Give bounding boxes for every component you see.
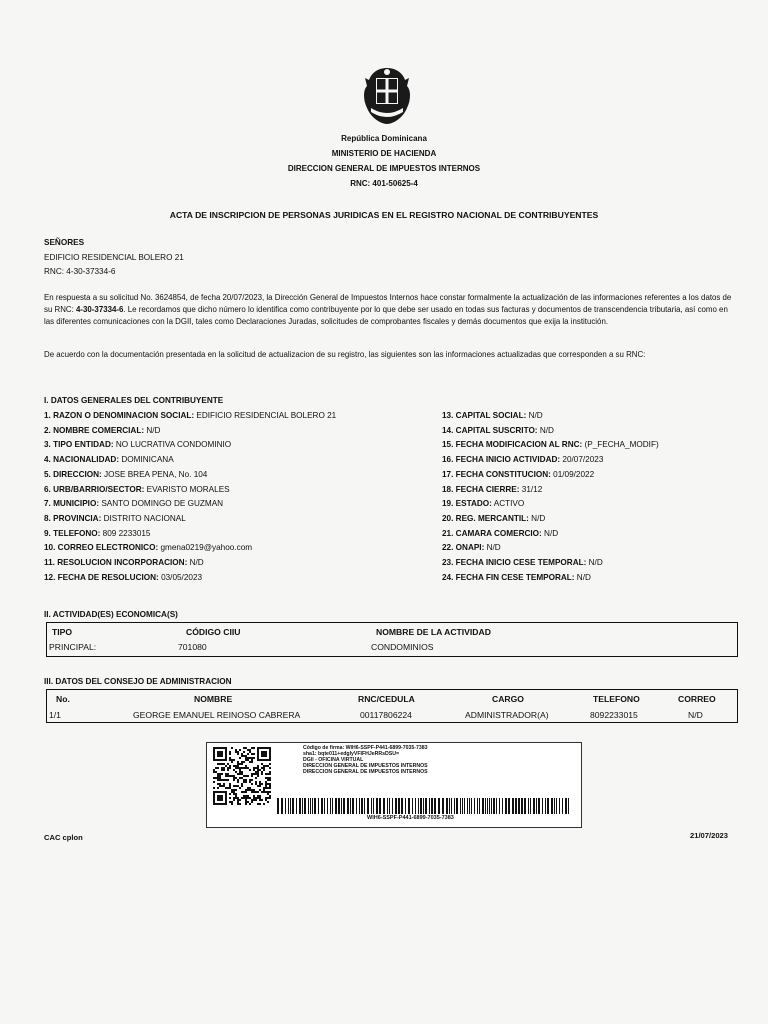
field-label: 16. FECHA INICIO ACTIVIDAD:: [442, 455, 561, 465]
field-value: 20/07/2023: [560, 455, 604, 465]
ministry-name: MINISTERIO DE HACIENDA: [331, 149, 437, 158]
left-field-3: [44, 440, 231, 449]
board-header-correo: CORREO: [678, 694, 716, 704]
activities-header-ciiu: CÓDIGO CIIU: [186, 627, 241, 637]
field-value: N/D: [484, 543, 501, 553]
section2-title: II. ACTIVIDAD(ES) ECONOMICA(S): [44, 610, 178, 619]
field-value: 03/05/2023: [158, 572, 203, 582]
field-label: 11. RESOLUCION INCORPORACION:: [44, 558, 188, 567]
board-header-no: No.: [56, 694, 70, 704]
field-value: JOSE BREA PENA, No. 104: [101, 469, 208, 479]
left-field-10: [44, 543, 252, 552]
field-label: 5. DIRECCION:: [44, 469, 102, 479]
activities-header-name: NOMBRE DE LA ACTIVIDAD: [376, 627, 491, 637]
left-field-9: [44, 529, 151, 538]
right-field-4: [442, 455, 603, 464]
document-title: ACTA DE INSCRIPCION DE PERSONAS JURIDICAS EN EL REGISTRO NACIONAL DE CONTRIBUYENTES: [169, 210, 599, 220]
field-value: EDIFICIO RESIDENCIAL BOLERO 21: [194, 411, 337, 420]
board-member-rnc: 00117806224: [360, 710, 412, 720]
right-field-12: [442, 573, 591, 582]
field-label: 10. CORREO ELECTRONICO:: [44, 543, 159, 553]
field-value: 01/09/2022: [550, 469, 595, 479]
left-field-8: [44, 514, 186, 523]
right-field-9: [442, 529, 558, 538]
field-value: NO LUCRATIVA CONDOMINIO: [113, 440, 232, 450]
update-paragraph: De acuerdo con la documentación presentada en la solicitud de actualizacion de su registro, las siguientes son las informaciones actualizadas que corresponden a su RNC:: [44, 350, 646, 359]
board-header-name: NOMBRE: [194, 694, 233, 704]
left-field-1: [44, 411, 336, 420]
field-value: gmena0219@yahoo.com: [158, 543, 253, 553]
agency-rnc: RNC: 401-50625-4: [350, 179, 418, 188]
barcode: [275, 797, 573, 815]
recipient-greeting: SEÑORES: [44, 238, 85, 247]
signature-agency-1: DIRECCION GENERAL DE IMPUESTOS INTERNOS: [303, 763, 428, 769]
signature-hash: sha1: bqte011+edglyVFIFHJeRRsDSU=: [303, 751, 400, 757]
field-value: N/D: [541, 528, 559, 538]
board-member-telefono: 8092233015: [590, 710, 638, 720]
section3-title: III. DATOS DEL CONSEJO DE ADMINISTRACION: [44, 677, 232, 686]
field-value: N/D: [144, 425, 161, 435]
left-field-5: [44, 470, 207, 479]
right-field-11: [442, 558, 603, 567]
field-value: (P_FECHA_MODIF): [582, 440, 659, 450]
left-field-7: [44, 499, 223, 508]
signature-details: [303, 745, 428, 775]
field-label: 7. MUNICIPIO:: [44, 499, 100, 509]
footer-office: CAC cplon: [44, 833, 83, 842]
field-value: SANTO DOMINGO DE GUZMAN: [99, 499, 224, 509]
field-value: N/D: [526, 411, 543, 420]
board-member-name: GEORGE EMANUEL REINOSO CABRERA: [133, 710, 301, 720]
right-field-1: [442, 411, 543, 420]
field-label: 20. REG. MERCANTIL:: [442, 513, 529, 523]
footer-date: 21/07/2023: [690, 831, 729, 840]
intro-paragraph: En respuesta a su solicitud No. 3624854, de fecha 20/07/2023, la Dirección General de Impuestos Internos hace constar formalmente la actualización de las informaciones referentes a los datos de su RNC: 4-30-37334-6. Le recordamos que dicho número lo identifica como contribuyente por lo que debe ser usado en todas sus facturas y documentos de transcendencia tributaria, así como en las diferentes comunicaciones con la DGII, tales como Declaraciones Juradas, solicitudes de comprobantes fiscales y demás documentos que exija la institución.: [44, 293, 732, 327]
field-label: 14. CAPITAL SUSCRITO:: [442, 425, 538, 435]
field-label: 18. FECHA CIERRE:: [442, 484, 520, 494]
field-value: DISTRITO NACIONAL: [101, 513, 186, 523]
field-label: 12. FECHA DE RESOLUCION:: [44, 572, 159, 582]
board-member-no: 1/1: [49, 710, 61, 720]
left-field-2: [44, 426, 160, 435]
digital-signature-box: [206, 742, 582, 828]
field-label: 4. NACIONALIDAD:: [44, 455, 120, 465]
country-name: República Dominicana: [341, 134, 427, 143]
signature-office: DGII - OFICINA VIRTUAL: [303, 757, 364, 763]
field-label: 24. FECHA FIN CESE TEMPORAL:: [442, 572, 575, 582]
right-field-5: [442, 470, 594, 479]
recipient-name: EDIFICIO RESIDENCIAL BOLERO 21: [44, 253, 184, 262]
left-field-12: [44, 573, 202, 582]
field-value: N/D: [574, 572, 591, 582]
field-value: 31/12: [519, 484, 543, 494]
recipient-rnc: RNC: 4-30-37334-6: [44, 267, 116, 276]
right-field-2: [442, 426, 554, 435]
coat-of-arms-seal: [357, 64, 417, 128]
field-label: 8. PROVINCIA:: [44, 513, 102, 523]
highlighted-rnc: 4-30-37334-6: [76, 305, 124, 315]
agency-name: DIRECCION GENERAL DE IMPUESTOS INTERNOS: [287, 164, 481, 173]
field-label: 2. NOMBRE COMERCIAL:: [44, 425, 145, 435]
field-value: N/D: [187, 558, 204, 567]
signature-agency-2: DIRECCION GENERAL DE IMPUESTOS INTERNOS: [303, 769, 428, 775]
signature-code: Código de firma: WIH6-SSPF-P441-6899-7035-7383: [303, 745, 428, 751]
field-label: 17. FECHA CONSTITUCION:: [442, 469, 551, 479]
barcode-text: WIH6-SSPF-P441-6899-7035-7383: [367, 815, 454, 821]
activity-type: PRINCIPAL:: [49, 642, 97, 652]
board-member-cargo: ADMINISTRADOR(A): [465, 710, 549, 720]
field-value: N/D: [528, 513, 546, 523]
right-field-8: [442, 514, 545, 523]
right-field-3: [442, 440, 659, 449]
field-value: ACTIVO: [491, 499, 525, 509]
right-field-6: [442, 485, 542, 494]
field-label: 19. ESTADO:: [442, 499, 492, 509]
board-member-correo: N/D: [688, 710, 703, 720]
field-value: EVARISTO MORALES: [144, 484, 230, 494]
field-value: DOMINICANA: [119, 455, 174, 465]
left-field-4: [44, 455, 174, 464]
field-label: 13. CAPITAL SOCIAL:: [442, 411, 527, 420]
right-field-10: [442, 543, 501, 552]
left-field-11: [44, 558, 204, 567]
activity-code: 701080: [178, 642, 207, 652]
field-value: N/D: [537, 425, 554, 435]
field-label: 3. TIPO ENTIDAD:: [44, 440, 114, 450]
board-header-rnc: RNC/CEDULA: [358, 694, 415, 704]
field-value: N/D: [586, 558, 603, 567]
field-label: 1. RAZON O DENOMINACION SOCIAL:: [44, 411, 195, 420]
qr-code: [213, 747, 271, 805]
field-label: 23. FECHA INICIO CESE TEMPORAL:: [442, 558, 587, 567]
field-label: 15. FECHA MODIFICACION AL RNC:: [442, 440, 583, 450]
section1-title: I. DATOS GENERALES DEL CONTRIBUYENTE: [44, 396, 224, 405]
field-value: 809 2233015: [100, 528, 151, 538]
left-field-6: [44, 485, 230, 494]
board-header-telefono: TELEFONO: [593, 694, 640, 704]
activity-name: CONDOMINIOS: [371, 642, 434, 652]
activities-header-tipo: TIPO: [52, 627, 73, 637]
field-label: 22. ONAPI:: [442, 543, 485, 553]
field-label: 21. CAMARA COMERCIO:: [442, 528, 542, 538]
field-label: 6. URB/BARRIO/SECTOR:: [44, 484, 145, 494]
board-header-cargo: CARGO: [492, 694, 524, 704]
field-label: 9. TELEFONO:: [44, 528, 101, 538]
right-field-7: [442, 499, 524, 508]
